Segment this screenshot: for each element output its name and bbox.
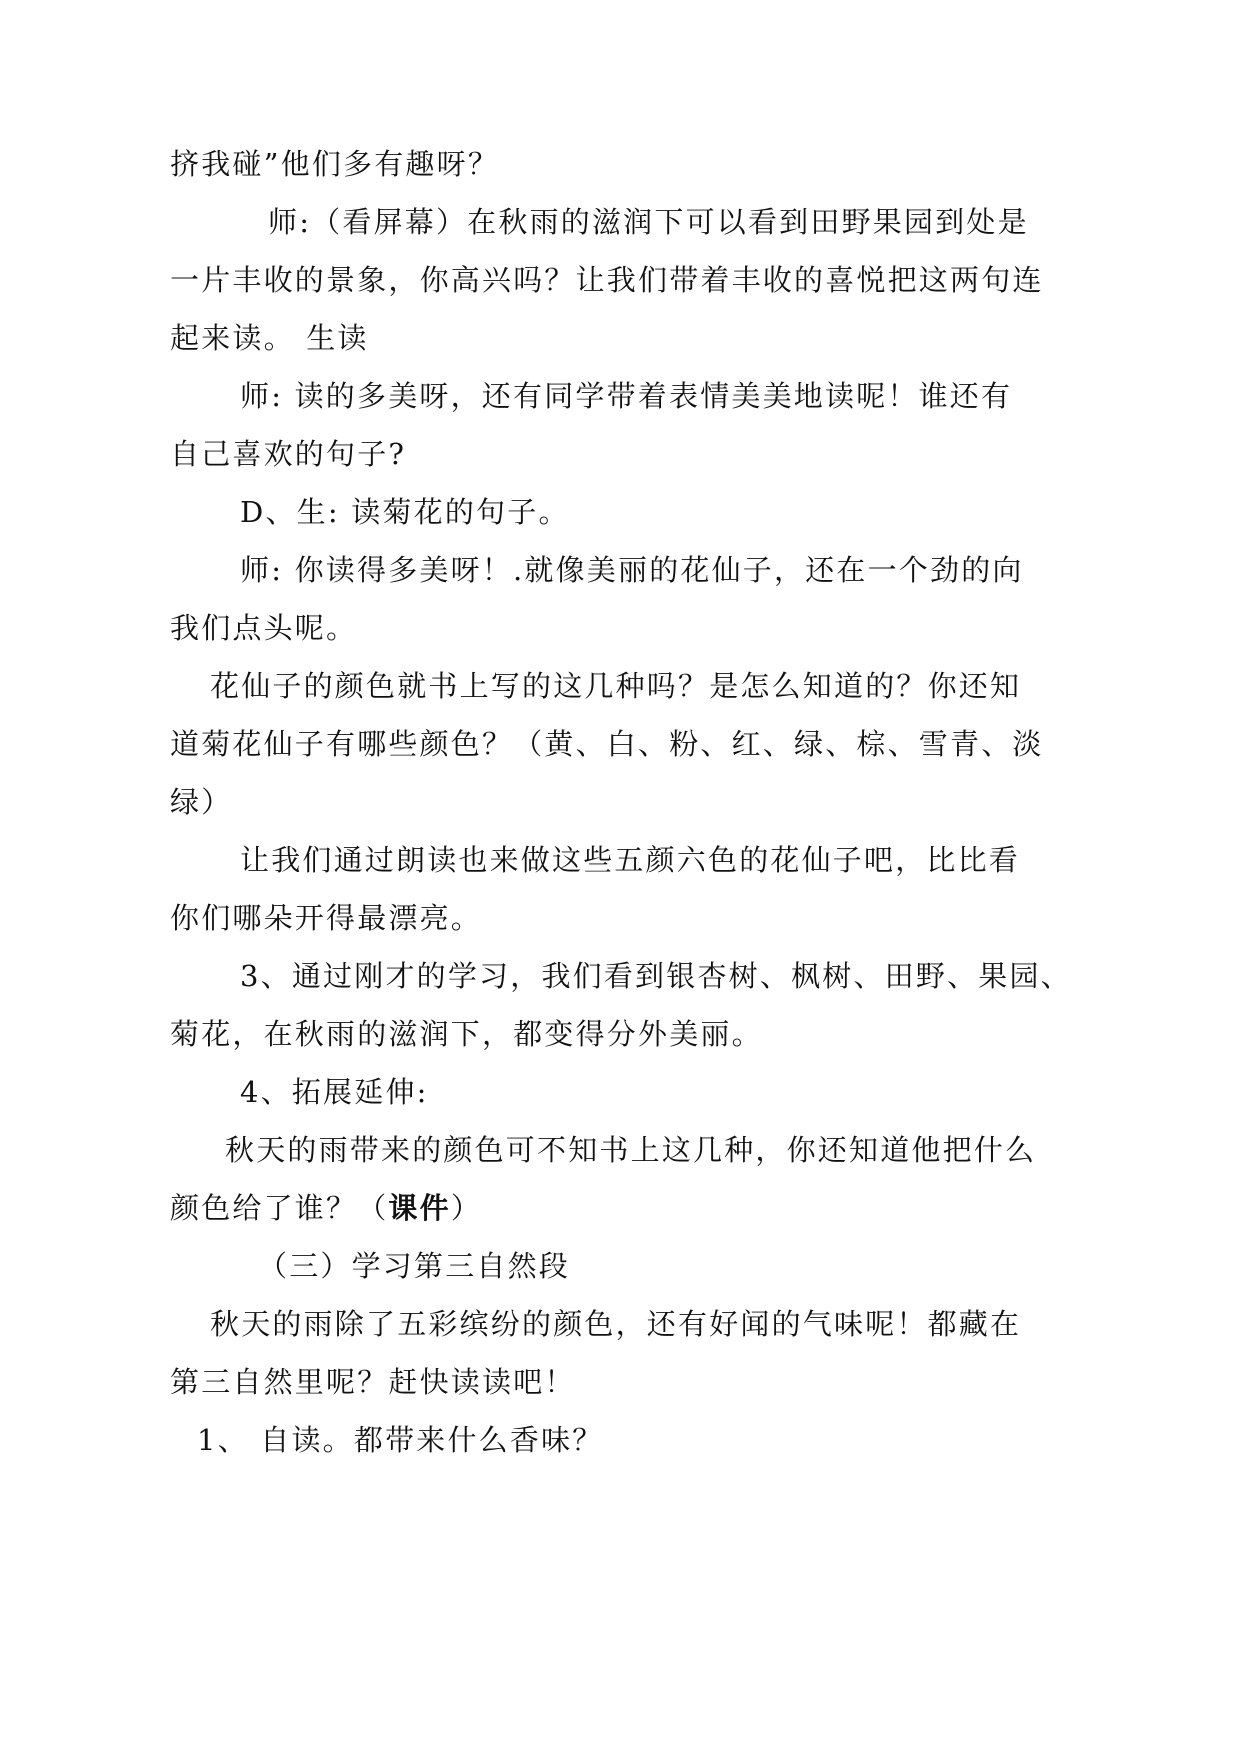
text-line-7: D、生: 读菊花的句子。: [240, 495, 570, 529]
text-line-8: 师: 你读得多美呀！.就像美丽的花仙子，还在一个劲的向: [240, 553, 1024, 587]
text-line-15: 3、通过刚才的学习，我们看到银杏树、枫树、田野、果园、: [240, 959, 1072, 993]
text-line-11: 道菊花仙子有哪些颜色？（黄、白、粉、红、绿、棕、雪青、淡: [170, 727, 1044, 761]
text-line-22: 第三自然里呢？赶快读读吧！: [170, 1365, 576, 1399]
text-line-19-prefix: 颜色给了谁？（: [170, 1191, 389, 1225]
text-line-23: 1、 自读。都带来什么香味？: [197, 1423, 604, 1457]
text-line-19-suffix: ）: [450, 1191, 483, 1225]
text-line-3: 一片丰收的景象，你高兴吗？让我们带着丰收的喜悦把这两句连: [170, 263, 1044, 297]
text-line-14: 你们哪朵开得最漂亮。: [170, 901, 483, 935]
text-line-16: 菊花，在秋雨的滋润下，都变得分外美丽。: [170, 1017, 763, 1051]
text-line-19-bold: 课件: [388, 1191, 451, 1225]
text-line-6: 自己喜欢的句子?: [170, 437, 407, 471]
text-line-10: 花仙子的颜色就书上写的这几种吗？是怎么知道的？你还知: [210, 669, 1022, 703]
text-line-9: 我们点头呢。: [170, 611, 358, 645]
text-line-21: 秋天的雨除了五彩缤纷的颜色，还有好闻的气味呢！都藏在: [210, 1307, 1022, 1341]
text-line-12: 绿）: [170, 785, 233, 819]
section-heading: （三）学习第三自然段: [258, 1249, 571, 1283]
text-line-19: [170, 1190, 482, 1226]
text-line-1: 挤我碰”他们多有趣呀？: [170, 147, 500, 181]
text-line-4: 起来读。 生读: [170, 321, 369, 355]
text-line-5: 师: 读的多美呀，还有同学带着表情美美地读呢！谁还有: [240, 379, 1013, 413]
text-line-2: 师:（看屏幕）在秋雨的滋润下可以看到田野果园到处是: [268, 205, 1029, 239]
text-line-18: 秋天的雨带来的颜色可不知书上这几种，你还知道他把什么: [225, 1133, 1037, 1167]
text-line-17: 4、拓展延伸:: [240, 1075, 429, 1109]
text-line-13: 让我们通过朗读也来做这些五颜六色的花仙子吧，比比看: [240, 843, 1021, 877]
